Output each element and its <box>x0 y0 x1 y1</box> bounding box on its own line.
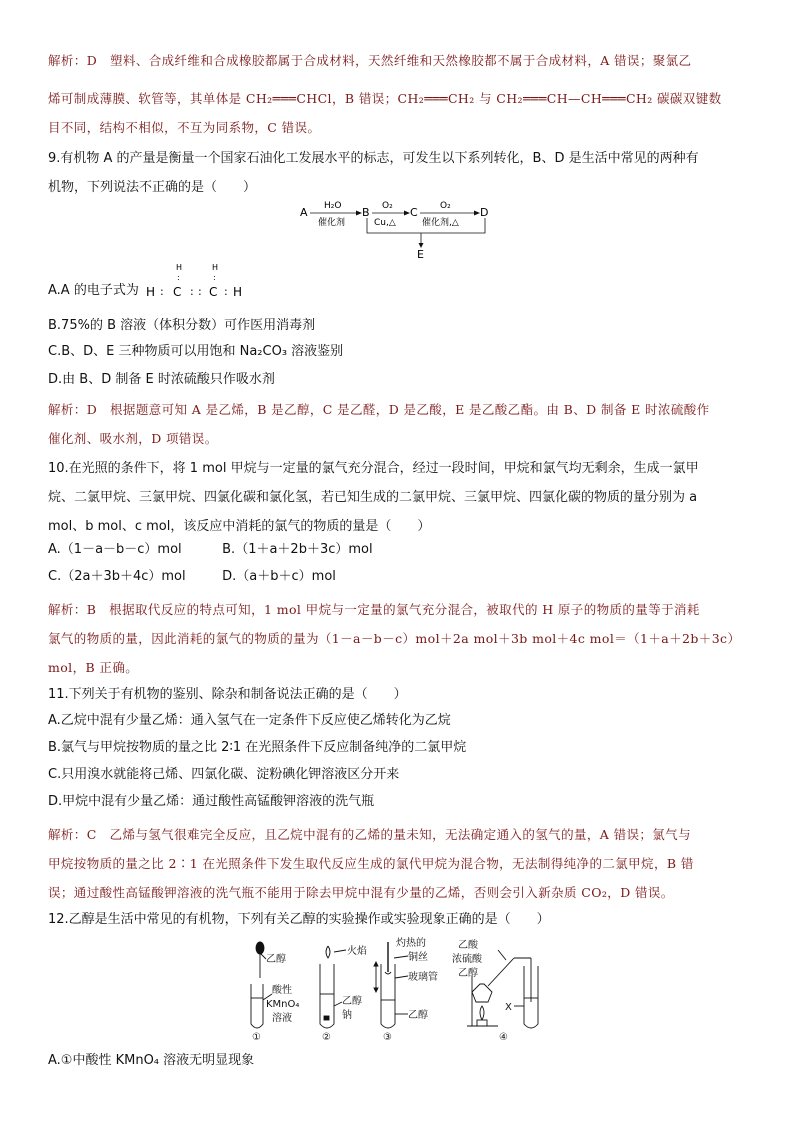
diagram-label-e: E <box>417 248 424 260</box>
diagram-r2-bot: Cu,△ <box>374 218 396 228</box>
q10-option-b: B.（1＋a＋2b＋3c）mol <box>222 542 373 557</box>
label-n1: ① <box>252 1032 261 1043</box>
label-hot: 灼热的 <box>396 938 426 949</box>
copper-coil <box>385 972 391 974</box>
q11-option-a: A.乙烷中混有少量乙烯：通入氢气在一定条件下反应使乙烯转化为乙烷 <box>48 713 451 728</box>
q10-stem-line1: 10.在光照的条件下，将 1 mol 甲烷与一定量的氯气充分混合，经过一段时间，甲烷和氯气均无剩余，生成一氯甲 <box>48 461 699 476</box>
q12-stem: 12.乙醇是生活中常见的有机物，下列有关乙醇的实验操作或实验现象正确的是（ ） <box>48 912 550 927</box>
q9-option-d: D.由 B、D 制备 E 时浓硫酸只作吸水剂 <box>48 372 275 387</box>
ef-h-top2: H <box>212 263 219 272</box>
q10-analysis-line1: 解析：B 根据取代反应的特点可知，1 mol 甲烷与一定量的氯气充分混合，被取代的 H 原子的物质的量等于消耗 <box>48 602 700 617</box>
q8-analysis-line1: 解析：D 塑料、合成纤维和合成橡胶都属于合成材料，天然纤维和天然橡胶都不属于合成材料，A 错误；聚氯乙 <box>48 53 692 68</box>
diagram-label-b: B <box>362 206 370 219</box>
diagram-r3-bot: 催化剂,△ <box>422 218 459 228</box>
label-copper: 铜丝 <box>408 952 428 963</box>
q9-option-b: B.75%的 B 溶液（体积分数）可作医用消毒剂 <box>48 318 316 333</box>
sodium-piece <box>324 1016 329 1020</box>
q9-stem-line1: 9.有机物 A 的产量是衡量一个国家石油化工发展水平的标志，可发生以下系列转化，B、D 是生活中常见的两种有 <box>48 151 699 166</box>
q11-analysis-line3: 误；通过酸性高锰酸钾溶液的洗气瓶不能用于除去甲烷中混有少量的乙烯，否则会引入新杂质 CO₂，D 错误。 <box>48 885 674 900</box>
test-tube-1 <box>251 984 263 1028</box>
pointer-copper <box>394 956 408 958</box>
label-n2: ② <box>322 1032 331 1043</box>
q9-option-a-text: A.A 的电子式为 <box>48 283 139 298</box>
electron-formula <box>146 262 246 304</box>
label-solution: 溶液 <box>272 1013 292 1024</box>
side-arrowhead-up <box>374 962 378 966</box>
q10-options-row2 <box>48 562 750 591</box>
label-sodium: 钠 <box>342 1010 352 1021</box>
pointer-reagents <box>498 950 506 960</box>
ef-dots-right: : <box>224 285 228 298</box>
ef-dots-top2: : <box>213 273 216 282</box>
pointer-flame <box>334 950 346 952</box>
q10-stem <box>48 454 750 541</box>
label-ethanol-3: 乙醇 <box>408 1010 428 1021</box>
q12-apparatus-figure <box>236 936 556 1044</box>
q9-analysis <box>48 395 750 453</box>
q11-option-d: D.甲烷中混有少量乙烯：通过酸性高锰酸钾溶液的洗气瓶 <box>48 794 375 809</box>
q10-analysis-line2: 氯气的物质的量，因此消耗的氯气的物质的量为（1－a－b－c）mol＋2a mol＋3b mol＋4c mol＝（1＋a＋2b＋3c） <box>48 631 741 646</box>
diagram-r2-top: O₂ <box>382 201 393 211</box>
q10-analysis-line3: mol，B 正确。 <box>48 660 139 675</box>
q9-option-a <box>48 263 750 305</box>
pointer-2 <box>334 1002 342 1006</box>
label-ethanol-2: 乙醇 <box>342 996 362 1007</box>
flame-icon <box>326 946 330 958</box>
ef-h-right: H <box>233 285 243 299</box>
label-ethanol-4: 乙醇 <box>458 968 478 979</box>
label-kmno4: KMnO₄ <box>266 999 300 1010</box>
label-acid: 酸性 <box>272 985 292 996</box>
q9-option-c: C.B、D、E 三种物质可以用饱和 Na₂CO₃ 溶液鉴别 <box>48 344 344 359</box>
q12-option-a: A.①中酸性 KMnO₄ 溶液无明显现象 <box>48 1053 255 1068</box>
diagram-r1-top: H₂O <box>324 201 342 211</box>
q9-analysis-line2: 催化剂、吸水剂，D 项错误。 <box>48 431 218 446</box>
label-x: X <box>505 1002 512 1013</box>
pointer-tube <box>395 976 408 978</box>
diagram-label-c: C <box>410 206 418 219</box>
q10-option-d: D.（a＋b＋c）mol <box>222 569 336 584</box>
q8-analysis-line3: 目不同，结构不相似，不互为同系物，C 错误。 <box>48 120 321 135</box>
burner-flame <box>480 1006 484 1020</box>
q10-option-a: A.（1－a－b－c）mol <box>48 542 182 557</box>
q8-analysis <box>48 46 750 142</box>
label-sulfuric: 浓硫酸 <box>452 954 482 965</box>
diagram-label-a: A <box>300 206 308 219</box>
q11-option-c: C.只用溴水就能将己烯、四氯化碳、淀粉碘化钾溶液区分开来 <box>48 767 400 782</box>
label-flame: 火焰 <box>347 946 367 957</box>
label-n3: ③ <box>383 1032 392 1043</box>
ef-c1: C <box>173 285 182 299</box>
ef-dots-mid1: : <box>190 285 194 298</box>
q10-analysis <box>48 595 750 682</box>
q8-analysis-line2: 烯可制成薄膜、软管等，其单体是 CH₂═══CHCl，B 错误；CH₂═══CH₂ 与 CH₂═══CH—CH═══CH₂ 碳碳双键数 <box>48 91 722 106</box>
label-n4: ④ <box>499 1032 508 1043</box>
dropper-bulb <box>256 942 264 954</box>
ef-dots-left: : <box>160 285 164 298</box>
q9-stem <box>48 144 750 202</box>
q11-analysis-line2: 甲烷按物质的量之比 2∶1 在光照条件下发生取代反应生成的氯代甲烷为混合物，无法制得纯净的二氯甲烷，B 错 <box>48 856 694 871</box>
burner <box>477 1020 487 1026</box>
q9-reaction-diagram <box>296 196 496 260</box>
label-acetic: 乙酸 <box>458 940 478 951</box>
q11-stem: 11.下列关于有机物的鉴别、除杂和制备说法正确的是（ ） <box>48 687 407 702</box>
q11-option-b: B.氯气与甲烷按物质的量之比 2∶1 在光照条件下反应制备纯净的二氯甲烷 <box>48 740 467 755</box>
ef-c2: C <box>209 285 218 299</box>
q9-stem-line2: 机物，下列说法不正确的是（ ） <box>48 180 257 195</box>
q10-option-c: C.（2a＋3b＋4c）mol <box>48 569 186 584</box>
q10-stem-line3: mol、b mol、c mol，该反应中消耗的氯气的物质的量是（ ） <box>48 519 431 534</box>
ef-h-left: H <box>146 285 156 299</box>
label-tube: 玻璃管 <box>408 972 438 983</box>
ef-dots-top1: : <box>177 273 180 282</box>
q9-analysis-line1: 解析：D 根据题意可知 A 是乙烯，B 是乙醇，C 是乙醛，D 是乙酸，E 是乙酸乙酯。由 B、D 制备 E 时浓硫酸作 <box>48 402 710 417</box>
side-arrowhead-down <box>374 988 378 992</box>
diagram-label-d: D <box>480 206 489 219</box>
ef-h-top1: H <box>176 263 183 272</box>
diagram-r3-top: O₂ <box>440 201 451 211</box>
q11-analysis <box>48 820 750 907</box>
q10-stem-line2: 烷、二氯甲烷、三氯甲烷、四氯化碳和氯化氢，若已知生成的二氯甲烷、三氯甲烷、四氯化碳的物质的量分别为 a <box>48 490 698 505</box>
q10-options-row1 <box>48 535 750 564</box>
ef-dots-mid2: : <box>198 285 202 298</box>
diagram-r1-bot: 催化剂 <box>318 218 346 228</box>
label-ethanol-1: 乙醇 <box>266 954 286 965</box>
delivery-tube <box>488 958 514 986</box>
q11-analysis-line1: 解析：C 乙烯与氢气很难完全反应，且乙烷中混有的乙烯的量未知，无法确定通入的氢气的量，A 错误；氯气与 <box>48 827 691 842</box>
tube-4 <box>472 984 492 1002</box>
